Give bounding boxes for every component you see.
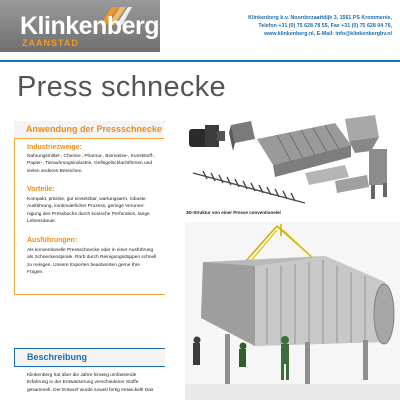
contact-line: Klinkenberg b.v. Noorderzaattdijk 3, 1561 PS Krommenie, — [248, 15, 392, 21]
text-line: nigung des Pressbuchs durch konische Perforation, lange — [27, 211, 150, 217]
beschreibung-header — [14, 348, 165, 367]
brand-sub: ZAANSTAD — [22, 38, 79, 48]
text-line: Kompakt, präzise, gut einsetzbar, wartungsarm, robuste — [27, 197, 146, 202]
text-line: zu reinigen. Unsere Experten beantworten gerne Ihre — [27, 262, 141, 268]
exploded-press-image — [185, 115, 395, 207]
vorteile-text — [27, 196, 160, 225]
brand-name: Klinkenberg — [20, 12, 159, 40]
text-line: Lebensdauer. — [27, 218, 57, 224]
contact-info — [232, 14, 392, 38]
contact-line[interactable]: www.klinkenberg.nl, E-Mail: info@klinkenbergbv.nl — [264, 31, 392, 37]
text-line: Erfahrung in der Entwässerung verschiedener Stoffe — [27, 380, 139, 386]
header-divider — [0, 60, 400, 62]
header — [0, 0, 400, 52]
press-photo-image — [185, 222, 400, 400]
logo[interactable] — [0, 0, 160, 52]
text-line: Papier-, Tierauhrungsindustrie, Geflügelschlachtfirmen und — [27, 161, 153, 167]
text-line: Nahrungsmittel-, Chemie-, Pharma-, Biomasse-, Kunststoff-, — [27, 154, 155, 159]
image-caption: 3D-Struktur von einer Presse conventionelel — [186, 210, 281, 215]
ausfuehrungen-text — [27, 247, 160, 276]
ausfuehrungen-title: Ausführungen: — [27, 237, 78, 244]
vorteile-title: Vorteile: — [27, 186, 55, 193]
anwendung-heading: Anwendung der Pressschnecke — [26, 124, 163, 134]
beschreibung-text — [27, 372, 160, 394]
text-line: als Schneckenspirale. Rorb durch Reinigungsdüppen schnell — [27, 255, 157, 261]
anwendung-header — [14, 121, 164, 139]
text-line: Fragen. — [27, 269, 44, 275]
text-line: gesammelt. Der Entwurf wurde soweit fertig entwickelt! Das — [27, 387, 154, 393]
page-title: Press schnecke — [17, 71, 226, 103]
text-line: Klinkenberg hat über die Jahre hinweg umfassende — [27, 373, 137, 378]
industriezweige-title: Industriezweige: — [27, 144, 82, 151]
text-line: Als konventionelle Pressschnecke oder in einer Ausführung — [27, 248, 154, 253]
text-line: vielen anderen Bereichen. — [27, 168, 83, 174]
contact-line: Telefon +31 (0) 75 628 78 55, Fax +31 (0) 75 628 04 76, — [258, 23, 392, 29]
industriezweige-text — [27, 153, 160, 175]
text-line: Ausführung, kontinuierlicher Prozess, geringe Verunrei- — [27, 204, 145, 210]
beschreibung-heading: Beschreibung — [27, 352, 88, 362]
